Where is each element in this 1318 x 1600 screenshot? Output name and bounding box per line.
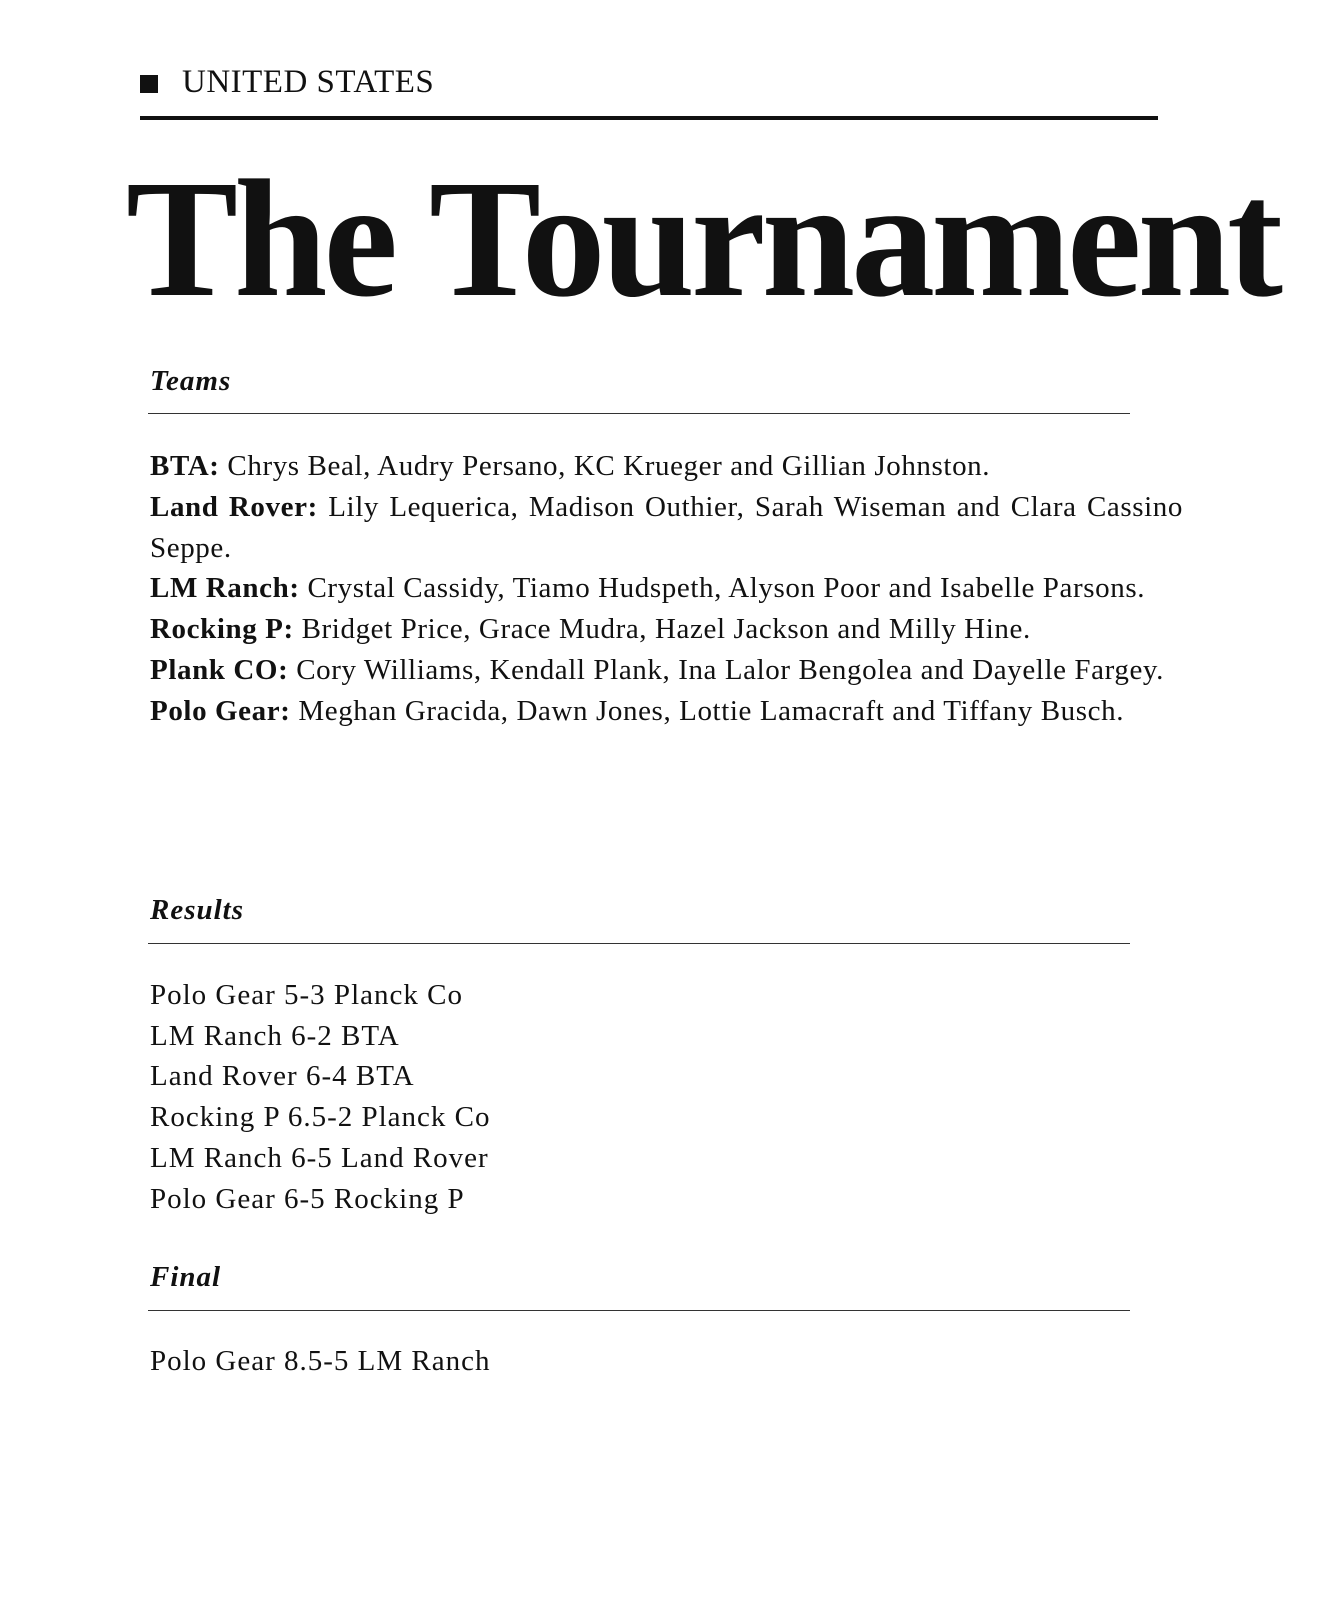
team-name: Polo Gear: [150, 694, 291, 727]
team-entry [150, 691, 1183, 732]
result-line: Rocking P 6.5-2 Planck Co [150, 1101, 491, 1134]
team-entry [150, 609, 1183, 650]
result-line: LM Ranch 6-5 Land Rover [150, 1141, 489, 1174]
team-players: Meghan Gracida, Dawn Jones, Lottie Lamacraft and Tiffany Busch. [298, 694, 1125, 727]
teams-list [150, 446, 1183, 732]
kicker-divider [140, 116, 1158, 120]
team-entry [150, 487, 1183, 569]
kicker-label: UNITED STATES [182, 64, 435, 100]
team-name: LM Ranch: [150, 572, 300, 605]
team-players: Chrys Beal, Audry Persano, KC Krueger and Gillian Johnston. [227, 450, 991, 482]
teams-divider [148, 413, 1130, 414]
team-name: Plank CO: [150, 653, 289, 686]
section-kicker [140, 66, 434, 99]
square-bullet-icon [140, 75, 158, 93]
results-divider [148, 943, 1130, 944]
teams-heading: Teams [150, 365, 232, 397]
final-divider [148, 1310, 1130, 1311]
results-heading: Results [150, 894, 245, 926]
team-players: Bridget Price, Grace Mudra, Hazel Jackson and Milly Hine. [301, 613, 1031, 646]
results-list [150, 975, 491, 1219]
team-entry [150, 568, 1183, 609]
team-entry [150, 650, 1183, 691]
result-line: LM Ranch 6-2 BTA [150, 1019, 400, 1052]
result-line: Polo Gear 5-3 Planck Co [150, 979, 463, 1011]
team-name: Rocking P: [150, 613, 294, 646]
result-line: Polo Gear 6-5 Rocking P [150, 1182, 465, 1215]
team-name: Land Rover: [150, 490, 318, 523]
final-list [150, 1341, 491, 1382]
team-players: Crystal Cassidy, Tiamo Hudspeth, Alyson Poor and Isabelle Parsons. [307, 572, 1146, 605]
team-players: Lily Lequerica, Madison Outhier, Sarah Wiseman and Clara Cassino Seppe. [150, 490, 1183, 564]
team-name: BTA: [150, 450, 220, 482]
team-players: Cory Williams, Kendall Plank, Ina Lalor Bengolea and Dayelle Fargey. [296, 653, 1164, 686]
page-title: The Tournament [126, 146, 1279, 332]
result-line: Land Rover 6-4 BTA [150, 1060, 415, 1093]
final-heading: Final [150, 1261, 222, 1293]
final-result-line: Polo Gear 8.5-5 LM Ranch [150, 1345, 491, 1377]
team-entry [150, 446, 1183, 487]
